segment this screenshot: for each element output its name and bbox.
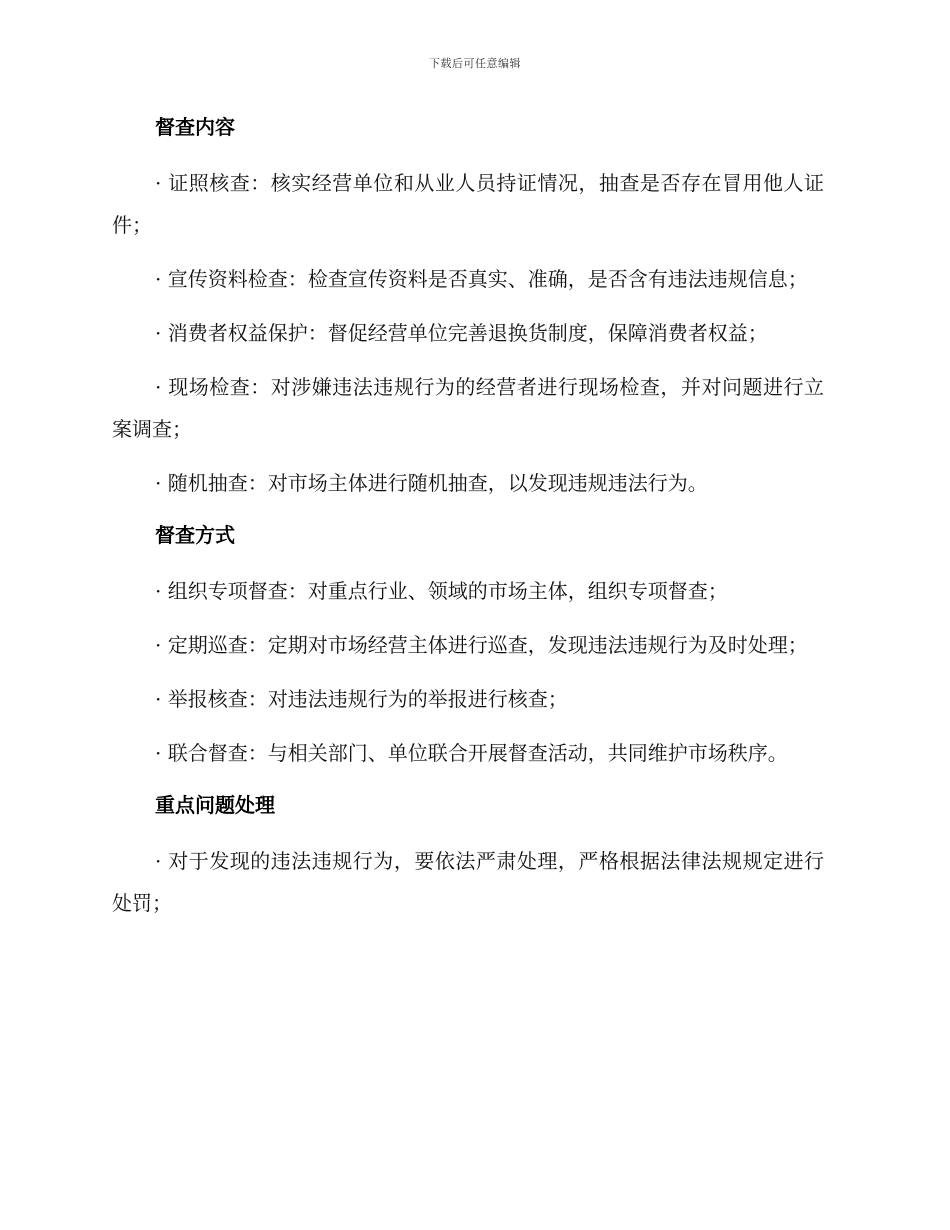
section-heading: 督查方式	[155, 523, 235, 547]
section-key-issue-handling	[112, 786, 824, 924]
list-item: · 举报核查：对违法违规行为的举报进行核查；	[155, 687, 568, 711]
list-item: · 联合督查：与相关部门、单位联合开展督查活动，共同维护市场秩序。	[155, 741, 788, 765]
list-item: · 证照核查：核实经营单位和从业人员持证情况，抽查是否存在冒用他人证件；	[112, 171, 824, 237]
list-item: · 宣传资料检查：检查宣传资料是否真实、准确，是否含有违法违规信息；	[155, 267, 808, 291]
document-body	[112, 108, 824, 936]
list-item: · 现场检查：对涉嫌违法违规行为的经营者进行现场检查，并对问题进行立案调查；	[112, 375, 824, 441]
list-item: · 随机抽查：对市场主体进行随机抽查，以发现违规违法行为。	[155, 471, 708, 495]
list-item: · 对于发现的违法违规行为，要依法严肃处理，严格根据法律法规规定进行处罚；	[112, 849, 824, 915]
section-heading: 督查内容	[155, 115, 235, 139]
page-header: 下载后可任意编辑	[429, 57, 521, 70]
list-item: · 组织专项督查：对重点行业、领域的市场主体，组织专项督查；	[155, 579, 728, 603]
list-item: · 消费者权益保护：督促经营单位完善退换货制度，保障消费者权益；	[155, 321, 768, 345]
section-heading: 重点问题处理	[155, 793, 275, 817]
list-item: · 定期巡查：定期对市场经营主体进行巡查，发现违法违规行为及时处理；	[155, 633, 808, 657]
section-inspection-content	[112, 108, 824, 504]
section-inspection-methods	[112, 516, 824, 774]
